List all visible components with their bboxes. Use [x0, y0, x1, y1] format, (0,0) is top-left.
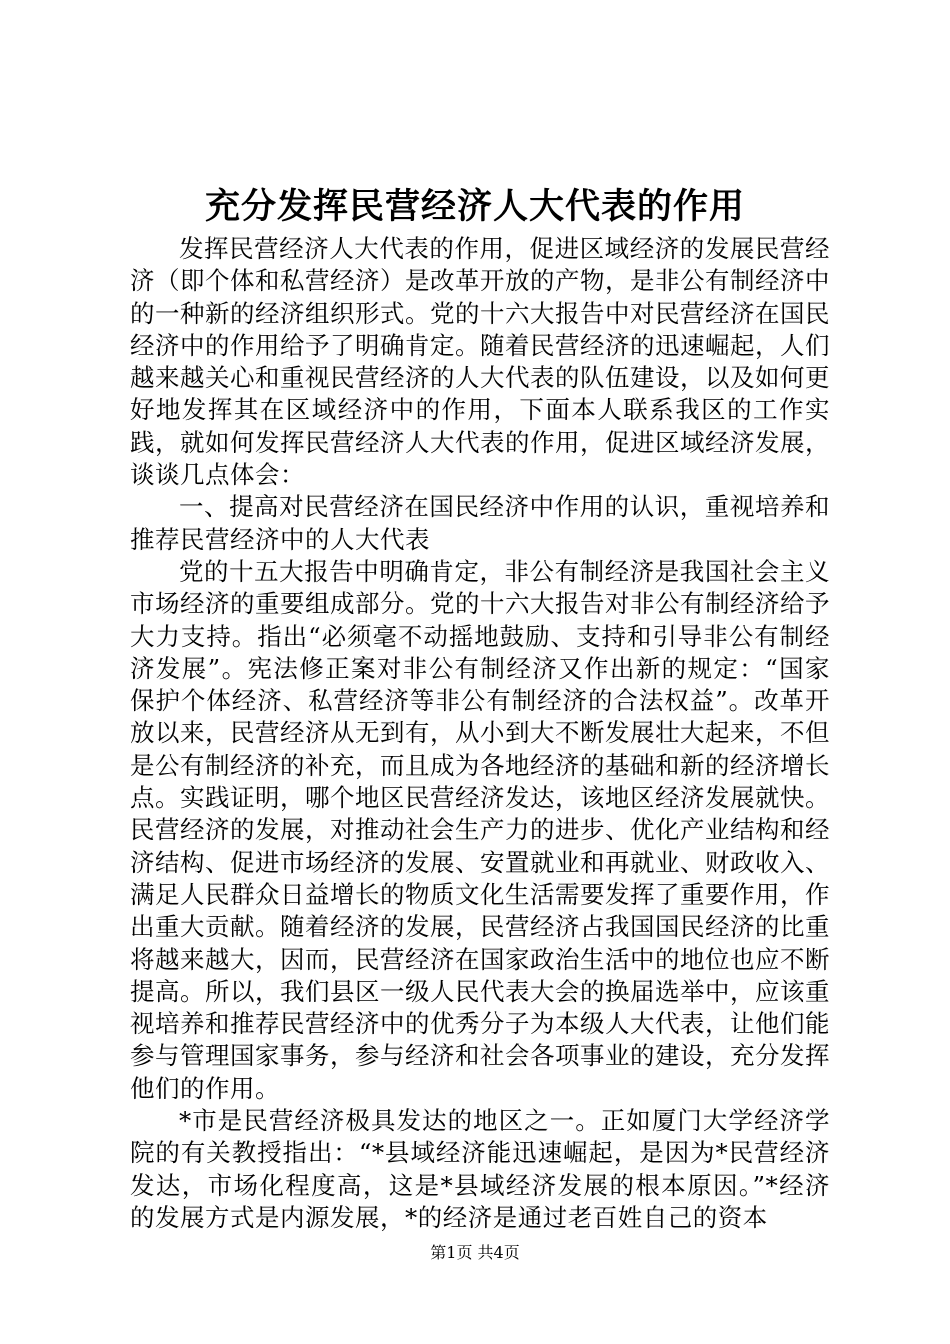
document-title: 充分发挥民营经济人大代表的作用 [204, 187, 745, 227]
paragraph-section-heading: 一、提高对民营经济在国民经济中作用的认识，重视培养和推荐民营经济中的人大代表 [130, 492, 830, 554]
page-number-footer: 第1页 共4页 [430, 1243, 520, 1262]
document-body [130, 233, 830, 1234]
paragraph-body: 党的十五大报告中明确肯定，非公有制经济是我国社会主义市场经济的重要组成部分。党的十六大报告对非公有制经济给予大力支持。指出“必须毫不动摇地鼓励、支持和引导非公有制经济发展”。宪法修正案对非公有制经济又作出新的规定：“国家保护个体经济、私营经济等非公有制经济的合法权益”。改革开放以来，民营经济从无到有，从小到大不断发展壮大起来，不但是公有制经济的补充，而且成为各地经济的基础和新的经济增长点。实践证明，哪个地区民营经济发达，该地区经济发展就快。民营经济的发展，对推动社会生产力的进步、优化产业结构和经济结构、促进市场经济的发展、安置就业和再就业、财政收入、满足人民群众日益增长的物质文化生活需要发挥了重要作用，作出重大贡献。随着经济的发展，民营经济占我国国民经济的比重将越来越大，因而，民营经济在国家政治生活中的地位也应不断提高。所以，我们县区一级人民代表大会的换届选举中，应该重视培养和推荐民营经济中的优秀分子为本级人大代表，让他们能参与管理国家事务，参与经济和社会各项事业的建设，充分发挥他们的作用。 [130, 556, 830, 1103]
paragraph-example: *市是民营经济极具发达的地区之一。正如厦门大学经济学院的有关教授指出：“*县域经济能迅速崛起，是因为*民营经济发达，市场化程度高，这是*县域经济发展的根本原因。”*经济的发展方式是内源发展，*的经济是通过老百姓自己的资本 [130, 1106, 830, 1232]
paragraph-intro: 发挥民营经济人大代表的作用，促进区域经济的发展民营经济（即个体和私营经济）是改革开放的产物，是非公有制经济中的一种新的经济组织形式。党的十六大报告中对民营经济在国民经济中的作用给予了明确肯定。随着民营经济的迅速崛起，人们越来越关心和重视民营经济的人大代表的队伍建设，以及如何更好地发挥其在区域经济中的作用，下面本人联系我区的工作实践，就如何发挥民营经济人大代表的作用，促进区域经济发展，谈谈几点体会： [130, 234, 830, 490]
